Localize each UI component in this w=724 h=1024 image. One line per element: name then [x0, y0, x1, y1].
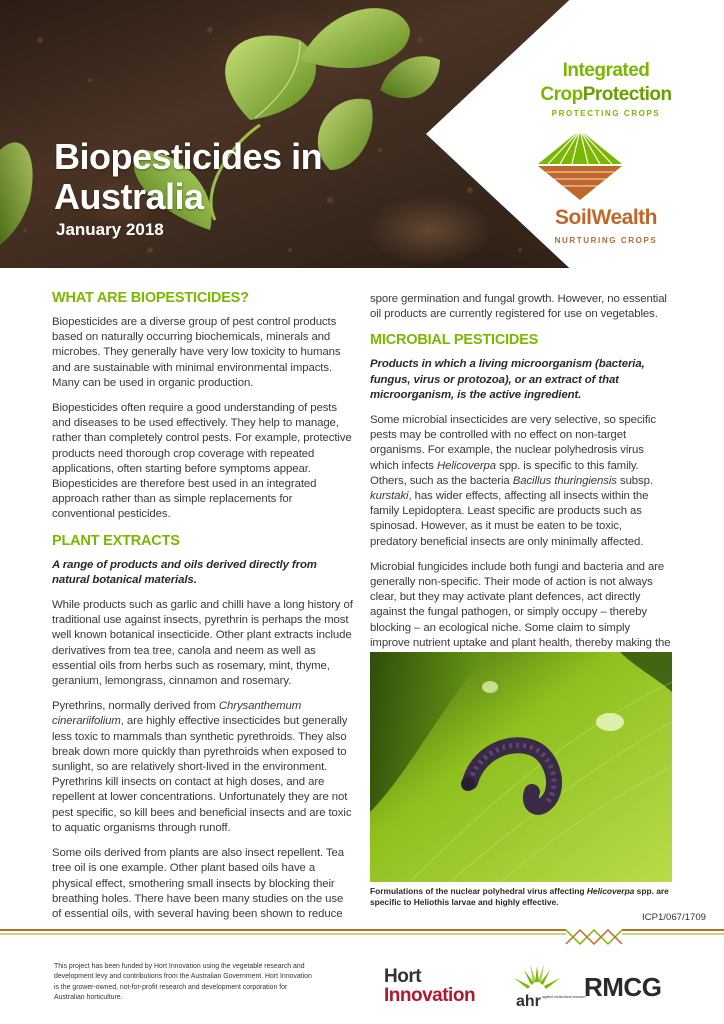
- funding-statement: This project has been funded by Hort Innovation using the vegetable research and development levy and contributions from the Australian Government. Hort Innovation is the grower-owned, not-for-profit research and development corporation for Australian horticulture.: [54, 963, 312, 1002]
- paragraph: Microbial fungicides include both fungi and bacteria and are generally non-specific. Their mode of action is not always clear, but they may activate plant defences, act directly against the fungal pathogen, or simply occupy – thereby blocking – an ecological niche. Some claim to simply improve nutrient uptake and plant health, thereby making the: [370, 560, 671, 649]
- title-line-2: Australia: [54, 176, 204, 217]
- paragraph: spore germination and fungal growth. However, no essential oil products are currently registered for use on vegetables.: [370, 293, 667, 321]
- photo-caption: Formulations of the nuclear polyhedral virus affecting Helicoverpa spp. are specific to Heliothis larvae and highly effective.: [370, 886, 669, 907]
- paragraph: Some oils derived from plants are also insect repellent. Tea tree oil is one example. Other plant based oils have a physical effect, smothering small insects by blocking their breathing holes. There have been many studies on the use of essential oils, with several having been shown to reduce: [52, 847, 344, 920]
- paragraph: Biopesticides are a diverse group of pest control products based on naturally occurring biochemicals, minerals and microbes. They generally have very low toxicity to humans and are sustainable with minimal environmental impacts. Many can be used in organic production.: [52, 316, 341, 389]
- heading-microbial-pesticides: MICROBIAL PESTICIDES: [370, 332, 539, 349]
- caterpillar-photo: [370, 652, 672, 882]
- paragraph: Biopesticides often require a good understanding of pests and diseases to be used effectively. They help to manage, rather than completely control pests. For example, protective products need thorough crop coverage with repeated applications, often starting before symptoms appear. Biopesticides are therefore best used in an integrated approach rather than as simple replacements for conventional pesticides.: [52, 402, 352, 521]
- paragraph: While products such as garlic and chilli have a long history of traditional use against insects, pyrethrin is perhaps the most well known botanical insecticide. Other plant extracts include derivatives from tea tree, canola and neem as well as essential oils from herbs such as rosemary, mint, thyme, geranium, lemongrass, cinnamon and rosemary.: [52, 599, 353, 688]
- title-line-1: Biopesticides in: [54, 136, 323, 177]
- paragraph: Some microbial insecticides are very selective, so specific pests may be controlled with no effect on non-target organisms. For example, the nuclear polyhedrosis virus which infects Helicoverpa spp. is specific to this family. Others, such as the bacteria Bacillus thuringiensis subsp. kurstaki, has wider effects, affecting all insects within the family Lepidoptera. Least specific are products such as spinosad. However, as it must be eaten to be toxic, predatory beneficial insects are only minimally affected.: [370, 414, 656, 548]
- publication-date: January 2018: [56, 220, 164, 239]
- lead-paragraph: A range of products and oils derived directly from natural botanical materials.: [52, 558, 317, 586]
- page-title: [54, 137, 374, 217]
- icp-logo-line1: Integrated: [562, 60, 650, 81]
- heading-what-are-biopesticides: WHAT ARE BIOPESTICIDES?: [52, 290, 249, 306]
- soilwealth-logo: SoilWealth: [555, 206, 657, 229]
- icp-logo-line2: CropProtection: [540, 84, 672, 105]
- icp-tagline: PROTECTING CROPS: [551, 109, 661, 118]
- left-column: [52, 290, 354, 932]
- hero-banner: [0, 0, 724, 268]
- lead-paragraph: Products in which a living microorganism (bacteria, fungus, virus or protozoa), or an extract of that microorganism, is the active ingredient.: [370, 358, 645, 401]
- ahr-logo: [506, 962, 586, 1012]
- right-column: [370, 292, 672, 676]
- svg-text:applied horticultural research: applied horticultural research: [542, 995, 586, 999]
- footer-divider: [0, 926, 724, 948]
- soilwealth-tagline: NURTURING CROPS: [554, 236, 658, 245]
- rmcg-logo: RMCG: [584, 972, 662, 1002]
- document-reference: ICP1/067/1709: [641, 912, 706, 923]
- heading-plant-extracts: PLANT EXTRACTS: [52, 532, 180, 549]
- hort-innovation-logo: Hort Innovation: [384, 966, 476, 1006]
- paragraph: Pyrethrins, normally derived from Chrysanthemum cinerariifolium, are highly effective insecticides but generally less toxic to mammals than synthetic pyrethroids. They also break down more quickly than pyrethroids when exposed to sunlight, so are relatively short-lived in the environment. Pyrethrins kill insects on contact at high doses, and are repellent at lower concentrations. Unfortunately they are not pest specific, so kill bees and beneficial insects and are toxic to aquatic organisms through runoff.: [52, 700, 352, 834]
- svg-text:ahr: ahr: [516, 993, 541, 1010]
